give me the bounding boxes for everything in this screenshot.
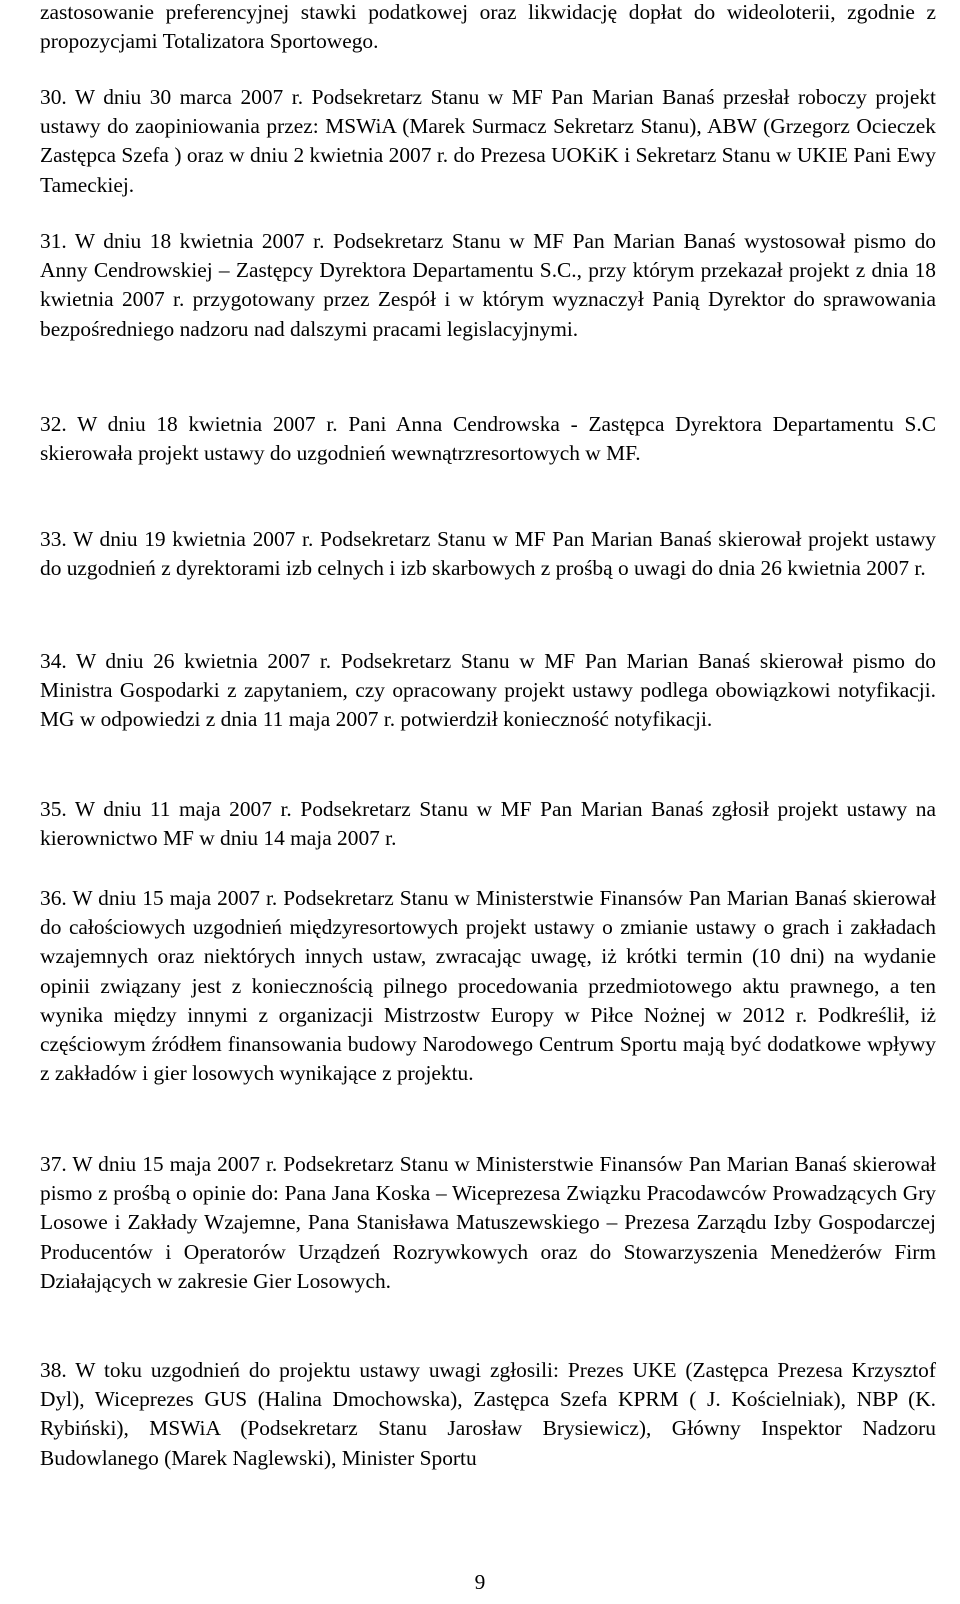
- paragraph-35-body: [40, 795, 936, 853]
- paragraph-33: [40, 525, 936, 615]
- paragraph-36: [40, 884, 936, 1124]
- paragraph-34-number: 34.: [40, 649, 67, 673]
- paragraph-30-text: W dniu 30 marca 2007 r. Podsekretarz Stanu w MF Pan Marian Banaś przesłał roboczy projekt ustawy do zaopiniowania przez: MSWiA (Marek Surmacz Sekretarz Stanu), ABW (Grzegorz Ocieczek Zastępca Szefa ) oraz w dniu 2 kwietnia 2007 r. do Prezesa UOKiK i Sekretarz Stanu w UKIE Pani Ewy Tameckiej.: [40, 85, 936, 197]
- paragraph-38-number: 38.: [40, 1358, 67, 1382]
- page-number: 9: [474, 1570, 486, 1594]
- paragraph-34-body: [40, 647, 936, 735]
- paragraph-37-text: W dniu 15 maja 2007 r. Podsekretarz Stanu w Ministerstwie Finansów Pan Marian Banaś skierował pismo z prośbą o opinie do: Pana Jana Koska – Wiceprezesa Związku Pracodawców Prowadzących Gry Losowe i Zakłady Wzajemne, Pana Stanisława Matuszewskiego – Prezesa Zarządu Izby Gospodarczej Producentów i Operatorów Urządzeń Rozrywkowych oraz do Stowarzyszenia Menedżerów Firm Działających w zakresie Gier Losowych.: [40, 1152, 937, 1293]
- paragraph-36-number: 36.: [40, 886, 67, 910]
- continuation-text: zastosowanie preferencyjnej stawki podatkowej oraz likwidację dopłat do wideoloterii, zgodnie z propozycjami Totalizatora Sportowego.: [40, 0, 936, 54]
- paragraph-33-number: 33.: [40, 527, 67, 551]
- paragraph-35-text: W dniu 11 maja 2007 r. Podsekretarz Stanu w MF Pan Marian Banaś zgłosił projekt ustawy na kierownictwo MF w dniu 14 maja 2007 r.: [40, 797, 936, 851]
- paragraph-31-body: [40, 227, 936, 344]
- paragraph-38: [40, 1356, 936, 1476]
- paragraph-31-number: 31.: [40, 229, 67, 253]
- paragraph-37-number: 37.: [40, 1152, 67, 1176]
- paragraph-36-text: W dniu 15 maja 2007 r. Podsekretarz Stanu w Ministerstwie Finansów Pan Marian Banaś skierował do całościowych uzgodnień międzyresortowych projekt ustawy o zmianie ustawy o grach i zakładach wzajemnych oraz niektórych innych ustaw, zwracając uwagę, iż krótki termin (10 dni) na wydanie opinii związany jest z koniecznością pilnego procedowania przedmiotowego aktu prawnego, a ten wynika między innymi z organizacji Mistrzostw Europy w Piłce Nożnej w 2012 r. Podkreślił, iż częściowym źródłem finansowania budowy Narodowego Centrum Sportu mają być dodatkowe wpływy z zakładów i gier losowych wynikające z projektu.: [40, 886, 937, 1086]
- paragraph-30-body: [40, 83, 936, 200]
- paragraph-34: [40, 647, 936, 767]
- continuation-paragraph: [40, 0, 936, 56]
- paragraph-34-text: W dniu 26 kwietnia 2007 r. Podsekretarz Stanu w MF Pan Marian Banaś skierował pismo do Ministra Gospodarki z zapytaniem, czy opracowany projekt ustawy podlega obowiązkowi notyfikacji. MG w odpowiedzi z dnia 11 maja 2007 r. potwierdził konieczność notyfikacji.: [40, 649, 936, 732]
- paragraph-30-number: 30.: [40, 85, 67, 109]
- paragraph-35-number: 35.: [40, 797, 67, 821]
- paragraph-30: [40, 83, 936, 203]
- paragraph-32: [40, 410, 936, 500]
- paragraph-38-text: W toku uzgodnień do projektu ustawy uwagi zgłosili: Prezes UKE (Zastępca Prezesa Krzysztof Dyl), Wiceprezes GUS (Halina Dmochowska), Zastępca Szefa KPRM ( J. Kościelniak), NBP (K. Rybiński), MSWiA (Podsekretarz Stanu Jarosław Brysiewicz), Główny Inspektor Nadzoru Budowlanego (Marek Naglewski), Minister Sportu: [40, 1358, 936, 1470]
- paragraph-32-text: W dniu 18 kwietnia 2007 r. Pani Anna Cendrowska - Zastępca Dyrektora Departamentu S.C skierowała projekt ustawy do uzgodnień wewnątrzresortowych w MF.: [40, 412, 937, 466]
- paragraph-32-number: 32.: [40, 412, 67, 436]
- paragraph-33-body: [40, 525, 936, 583]
- paragraph-37-body: [40, 1150, 936, 1296]
- paragraph-33-text: W dniu 19 kwietnia 2007 r. Podsekretarz Stanu w MF Pan Marian Banaś skierował projekt ustawy do uzgodnień z dyrektorami izb celnych i izb skarbowych z prośbą o uwagi do dnia 26 kwietnia 2007 r.: [40, 527, 936, 581]
- paragraph-31-text: W dniu 18 kwietnia 2007 r. Podsekretarz Stanu w MF Pan Marian Banaś wystosował pismo do Anny Cendrowskiej – Zastępcy Dyrektora Departamentu S.C., przy którym przekazał projekt z dnia 18 kwietnia 2007 r. przygotowany przez Zespół i w którym wyznaczył Panią Dyrektor do sprawowania bezpośredniego nadzoru nad dalszymi pracami legislacyjnymi.: [40, 229, 936, 341]
- paragraph-32-body: [40, 410, 936, 468]
- paragraph-38-body: [40, 1356, 936, 1473]
- paragraph-35: [40, 795, 936, 855]
- paragraph-31: [40, 227, 936, 377]
- paragraph-37: [40, 1150, 936, 1330]
- paragraph-36-body: [40, 884, 936, 1088]
